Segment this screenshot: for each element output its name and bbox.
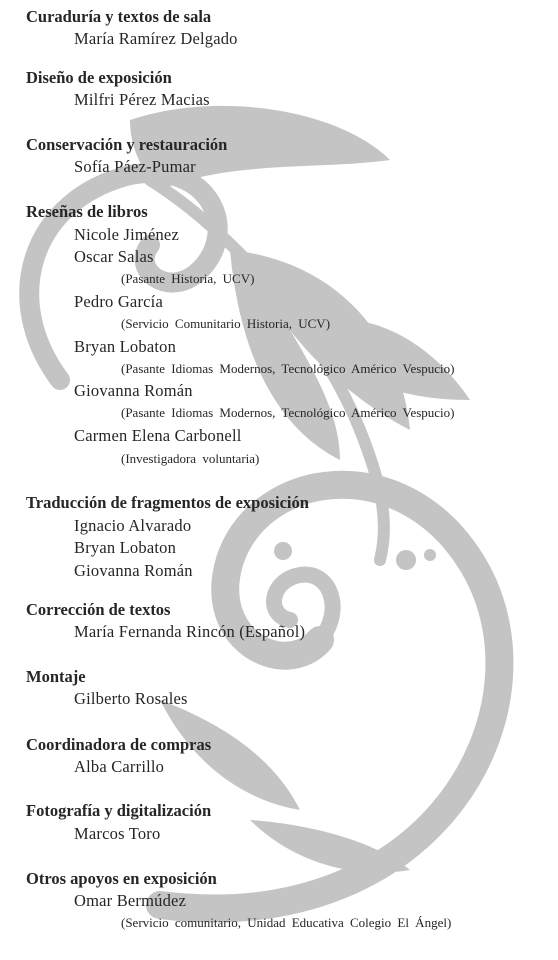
section-heading: Reseñas de libros	[26, 202, 148, 221]
credit-note: (Investigadora voluntaria)	[121, 451, 260, 466]
section-heading: Otros apoyos en exposición	[26, 869, 217, 888]
credit-name: Bryan Lobaton	[74, 538, 177, 557]
section-heading: Coordinadora de compras	[26, 735, 212, 754]
credit-name: Alba Carrillo	[74, 757, 165, 776]
credit-name: Omar Bermúdez	[74, 891, 187, 910]
credit-name: Pedro García	[74, 292, 163, 311]
credit-name: Marcos Toro	[74, 824, 161, 843]
credit-name: Giovanna Román	[74, 381, 193, 400]
credit-note: (Servicio Comunitario Historia, UCV)	[121, 316, 331, 331]
section-heading: Corrección de textos	[26, 600, 171, 619]
section-heading: Curaduría y textos de sala	[26, 7, 212, 26]
credit-name: María Fernanda Rincón (Español)	[74, 622, 306, 641]
credit-note: (Pasante Idiomas Modernos, Tecnológico Américo Vespucio)	[121, 405, 455, 420]
credit-name: Giovanna Román	[74, 561, 193, 580]
credit-note: (Pasante Idiomas Modernos, Tecnológico Américo Vespucio)	[121, 361, 455, 376]
credit-name: Gilberto Rosales	[74, 689, 188, 708]
credit-name: María Ramírez Delgado	[74, 29, 238, 48]
credit-name: Sofía Páez-Pumar	[74, 157, 196, 176]
credit-name: Nicole Jiménez	[74, 225, 179, 244]
credit-name: Ignacio Alvarado	[74, 516, 192, 535]
section-heading: Traducción de fragmentos de exposición	[26, 493, 309, 512]
section-heading: Conservación y restauración	[26, 135, 228, 154]
section-heading: Montaje	[26, 667, 86, 686]
credit-name: Oscar Salas	[74, 247, 154, 266]
credit-name: Carmen Elena Carbonell	[74, 426, 242, 445]
section-heading: Diseño de exposición	[26, 68, 172, 87]
credit-name: Bryan Lobaton	[74, 337, 177, 356]
credit-name: Milfri Pérez Macias	[74, 90, 210, 109]
credit-note: (Pasante Historia, UCV)	[121, 271, 255, 286]
section-heading: Fotografía y digitalización	[26, 801, 212, 820]
credit-note: (Servicio comunitario, Unidad Educativa Colegio El Ángel)	[121, 915, 452, 930]
